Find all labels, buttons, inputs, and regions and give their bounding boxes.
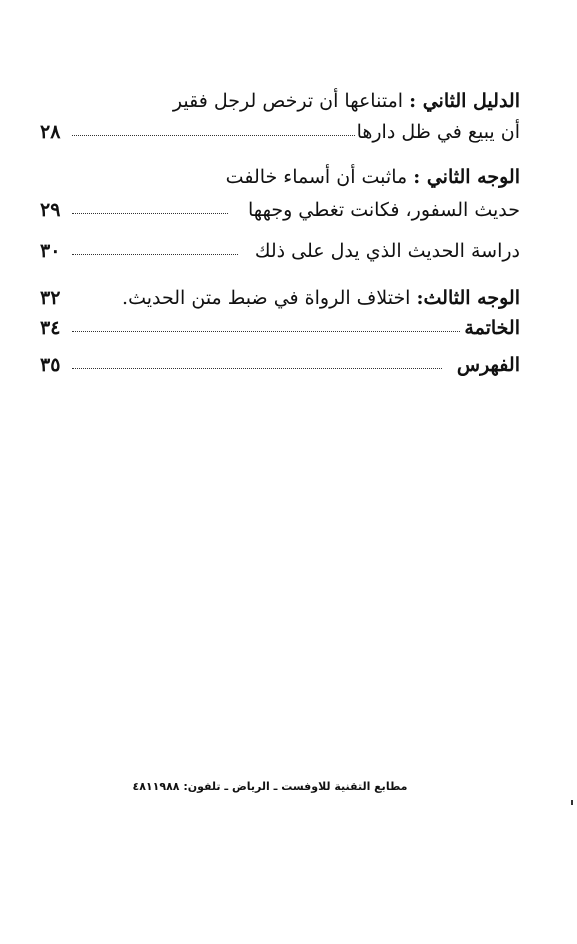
toc-entry <box>40 350 520 384</box>
toc-entry-title: دراسة الحديث الذي يدل على ذلك <box>254 240 520 262</box>
dot-leader <box>72 213 228 214</box>
toc-entry-title: اختلاف الرواة في ضبط متن الحديث. <box>122 287 411 309</box>
page-number: ٣٥ <box>40 354 61 376</box>
toc-entry-label: الدليل الثاني : <box>409 90 520 112</box>
toc-entry-text <box>226 162 520 192</box>
page-number: ٣٠ <box>40 240 61 262</box>
dot-leader <box>72 368 442 369</box>
toc-entry <box>40 86 520 120</box>
dot-leader <box>72 331 460 332</box>
toc-entry-label: الوجه الثالث: <box>416 287 520 309</box>
page-number: ٣٤ <box>40 317 61 339</box>
toc-entry-label: الفهرس <box>456 354 520 376</box>
toc-entry-title: امتناعها أن ترخص لرجل فقير <box>172 90 404 112</box>
toc-entry-text <box>173 86 520 116</box>
printer-footer: مطابع التقنية للاوفست ـ الرياض ـ تلفون: ٤٨١١٩٨٨ <box>132 780 408 793</box>
edge-mark <box>571 800 573 805</box>
toc-entry <box>40 313 520 347</box>
toc-entry-label: الوجه الثاني : <box>413 166 520 188</box>
toc-entry-text <box>248 195 520 225</box>
toc-entry-title: أن يبيع في ظل دارها <box>356 121 520 143</box>
toc-entry-title: حديث السفور، فكانت تغطي وجهها <box>248 199 520 221</box>
toc-entry <box>40 117 520 151</box>
dot-leader <box>72 254 238 255</box>
dot-leader <box>72 135 355 136</box>
toc-entry <box>40 283 520 317</box>
page-number: ٢٩ <box>40 199 61 221</box>
toc-entry-title: ماثبت أن أسماء خالفت <box>225 166 408 188</box>
toc-entry-text <box>357 117 520 147</box>
toc-entry <box>40 236 520 270</box>
toc-entry-text <box>255 236 520 266</box>
toc-entry-text <box>457 350 520 380</box>
toc-entry <box>40 195 520 229</box>
toc-entry-text <box>122 283 520 313</box>
page-number: ٢٨ <box>40 121 61 143</box>
toc-entry-text <box>464 313 520 343</box>
toc-entry <box>40 162 520 196</box>
toc-entry-label: الخاتمة <box>464 317 520 339</box>
page-number: ٣٢ <box>40 287 61 309</box>
